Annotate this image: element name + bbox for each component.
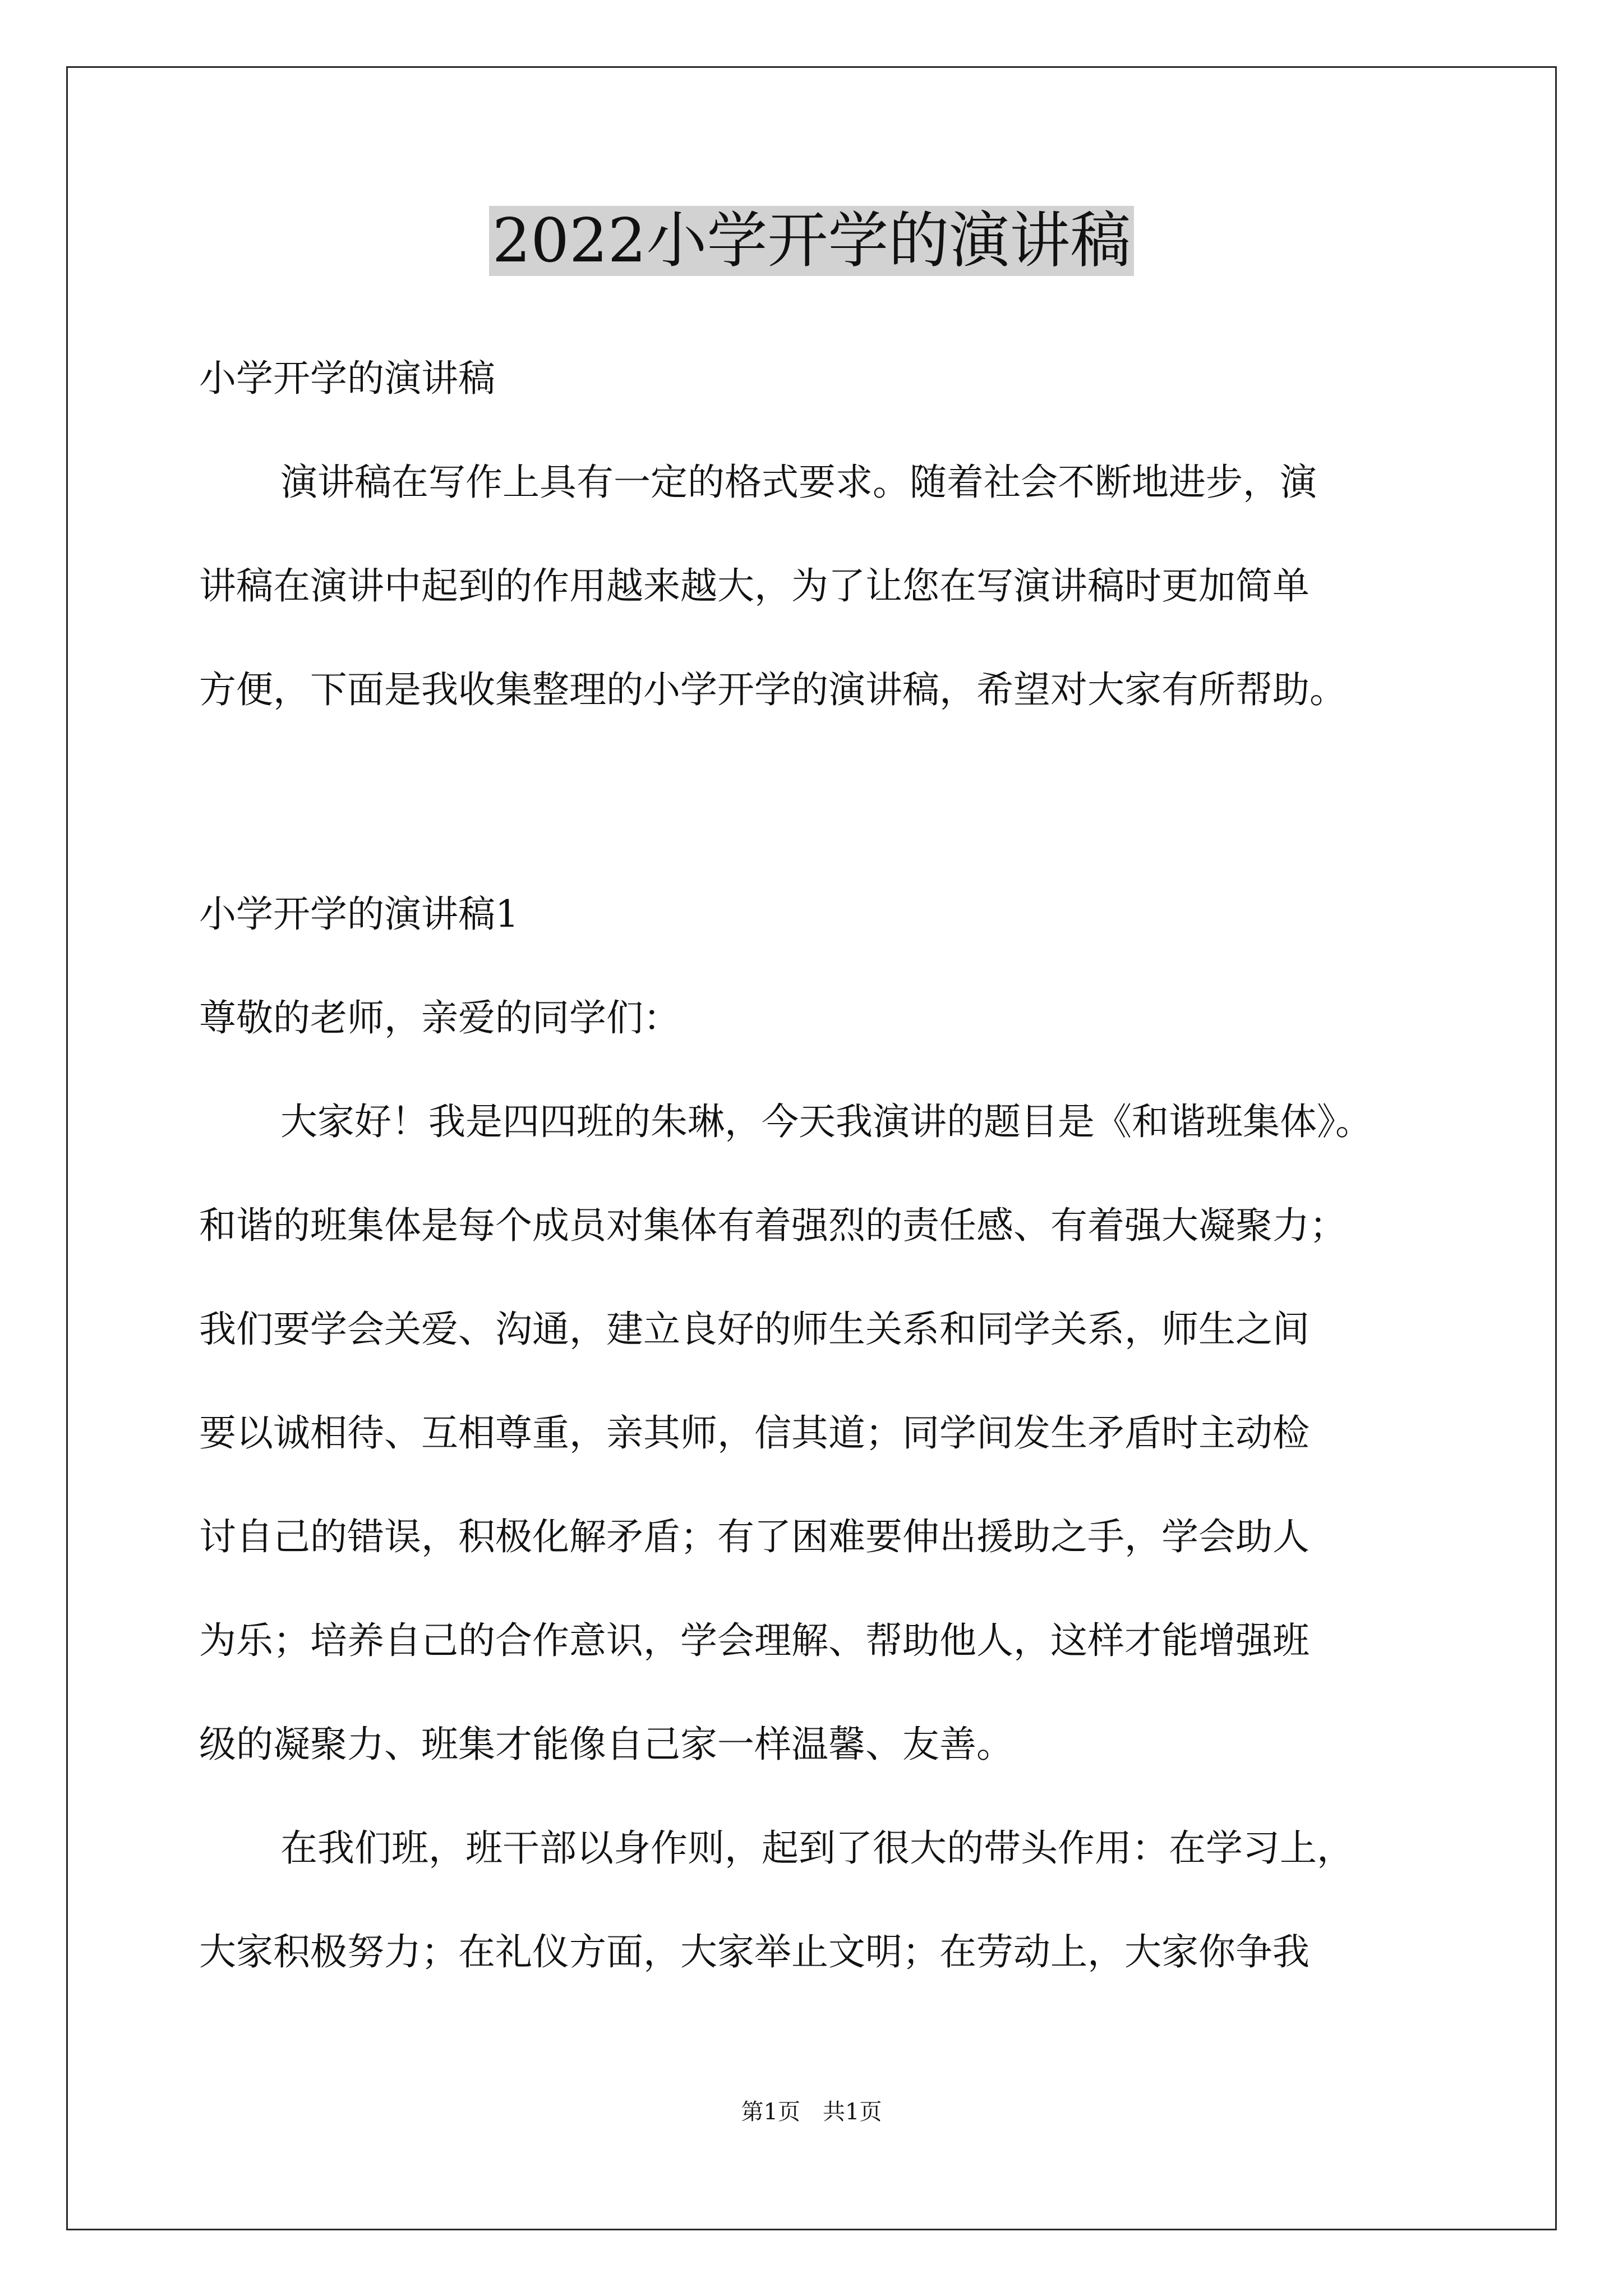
paragraph-line: 大家积极努力；在礼仪方面，大家举止文明；在劳动上，大家你争我	[199, 1930, 1310, 1973]
paragraph-line: 我们要学会关爱、沟通，建立良好的师生关系和同学关系，师生之间	[199, 1308, 1310, 1351]
document-title-text: 2022小学开学的演讲稿	[489, 206, 1135, 276]
paragraph-line: 大家好！我是四四班的朱琳，今天我演讲的题目是《和谐班集体》。	[280, 1100, 1372, 1143]
intro-heading: 小学开学的演讲稿	[199, 357, 495, 400]
salutation: 尊敬的老师，亲爱的同学们：	[199, 996, 680, 1039]
paragraph-line: 和谐的班集体是每个成员对集体有着强烈的责任感、有着强大凝聚力；	[199, 1204, 1347, 1247]
page-number: 第1页 共1页	[741, 2099, 882, 2125]
paragraph-line: 讲稿在演讲中起到的作用越来越大，为了让您在写演讲稿时更加简单	[199, 564, 1310, 608]
paragraph-line: 演讲稿在写作上具有一定的格式要求。随着社会不断地进步，演	[280, 461, 1317, 504]
paragraph-line: 级的凝聚力、班集才能像自己家一样温馨、友善。	[199, 1723, 1013, 1766]
paragraph-line: 为乐；培养自己的合作意识，学会理解、帮助他人，这样才能增强班	[199, 1619, 1310, 1662]
paragraph-line: 方便，下面是我收集整理的小学开学的演讲稿，希望对大家有所帮助。	[199, 668, 1347, 711]
paragraph-line: 要以诚相待、互相尊重，亲其师，信其道；同学间发生矛盾时主动检	[199, 1411, 1310, 1455]
document-title	[0, 199, 1623, 283]
paragraph-line: 讨自己的错误，积极化解矛盾；有了困难要伸出援助之手，学会助人	[199, 1515, 1310, 1558]
paragraph-line: 在我们班，班干部以身作则，起到了很大的带头作用：在学习上，	[280, 1826, 1354, 1870]
section-heading: 小学开学的演讲稿1	[199, 892, 519, 936]
